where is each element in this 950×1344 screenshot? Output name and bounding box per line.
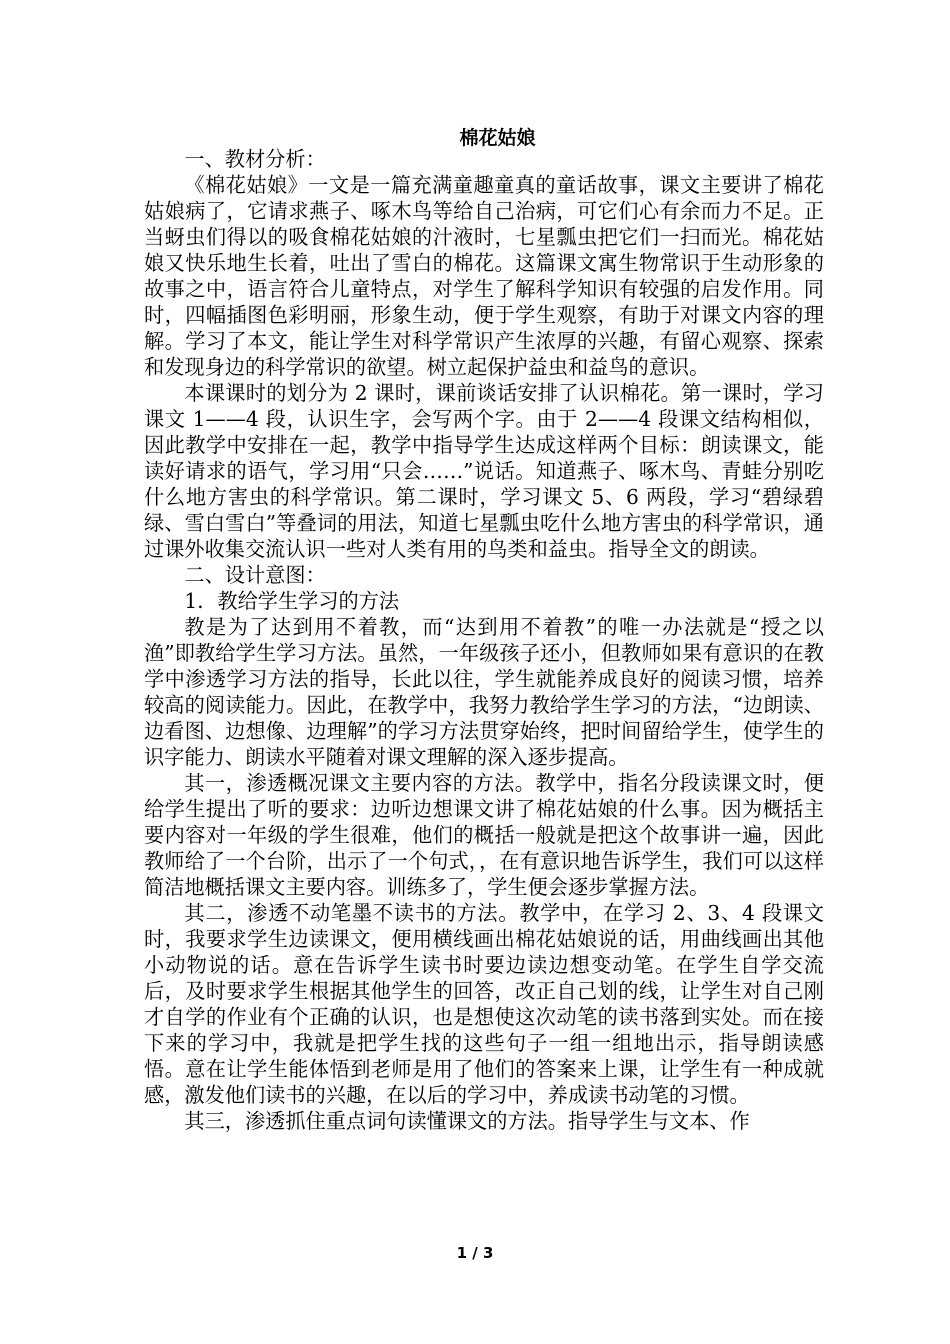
page-number: 1 / 3 <box>456 1244 494 1262</box>
paragraph-lesson-plan: 本课课时的划分为 2 课时，课前谈话安排了认识棉花。第一课时，学习课文 1——4 段，认识生字，会写两个字。由于 2——4 段课文结构相似，因此教学中安排在一起，教学中指导学生达成这样两个目标：朗读课文，能读好请求的语气，学习用“只会……”说话。知道燕子、啄木鸟、青蛙分别吃什么地方害虫的科学常识。第二课时，学习课文 5、6 两段，学习“碧绿碧绿、雪白雪白”等叠词的用法，知道七星瓢虫吃什么地方害虫的科学常识，通过课外收集交流认识一些对人类有用的鸟类和益虫。指导全文的朗读。 <box>144 381 824 561</box>
document-body <box>144 146 824 1134</box>
subheading-teaching-method: 1．教给学生学习的方法 <box>184 589 400 613</box>
paragraph-method-one: 其一，渗透概况课文主要内容的方法。教学中，指名分段读课文时，便给学生提出了听的要求：边听边想课文讲了棉花姑娘的什么事。因为概括主要内容对一年级的学生很难，他们的概括一般就是把这个故事讲一遍，因此教师给了一个台阶，出示了一个句式，，在有意识地告诉学生，我们可以这样简洁地概括课文主要内容。训练多了，学生便会逐步掌握方法。 <box>144 771 824 899</box>
document-title: 棉花姑娘 <box>459 127 536 149</box>
paragraph-text-analysis: 《棉花姑娘》一文是一篇充满童趣童真的童话故事，课文主要讲了棉花姑娘病了，它请求燕子、啄木鸟等给自己治病，可它们心有余而力不足。正当蚜虫们得以的吸食棉花姑娘的汁液时，七星瓢虫把它们一扫而光。棉花姑娘又快乐地生长着，吐出了雪白的棉花。这篇课文寓生物常识于生动形象的故事之中，语言符合儿童特点，对学生了解科学知识有较强的启发作用。同时，四幅插图色彩明丽，形象生动，便于学生观察，有助于对课文内容的理解。学习了本文，能让学生对科学常识产生浓厚的兴趣，有留心观察、探索和发现身边的科学常识的欲望。树立起保护益虫和益鸟的意识。 <box>144 173 824 379</box>
paragraph-method-three: 其三，渗透抓住重点词句读懂课文的方法。指导学生与文本、作 <box>184 1109 750 1133</box>
section-heading-design: 二、设计意图： <box>184 563 326 587</box>
section-heading-analysis: 一、教材分析： <box>184 147 326 171</box>
paragraph-method-two: 其二，渗透不动笔墨不读书的方法。教学中，在学习 2、3、4 段课文时，我要求学生边读课文，便用横线画出棉花姑娘说的话，用曲线画出其他小动物说的话。意在告诉学生读书时要边读边想变动笔。在学生自学交流后，及时要求学生根据其他学生的回答，改正自己划的线，让学生对自己刚才自学的作业有个正确的认识，也是想使这次动笔的读书落到实处。而在接下来的学习中，我就是把学生找的这些句子一组一组地出示，指导朗读感悟。意在让学生能体悟到老师是用了他们的答案来上课，让学生有一种成就感，激发他们读书的兴趣，在以后的学习中，养成读书动笔的习惯。 <box>144 901 824 1107</box>
paragraph-teaching-method: 教是为了达到用不着教，而“达到用不着教”的唯一办法就是“授之以渔”即教给学生学习方法。虽然，一年级孩子还小，但教师如果有意识的在教学中渗透学习方法的指导，长此以往，学生就能养成良好的阅读习惯，培养较高的阅读能力。因此，在教学中，我努力教给学生学习的方法，“边朗读、边看图、边想像、边理解”的学习方法贯穿始终，把时间留给学生，使学生的识字能力、朗读水平随着对课文理解的深入逐步提高。 <box>144 615 824 769</box>
